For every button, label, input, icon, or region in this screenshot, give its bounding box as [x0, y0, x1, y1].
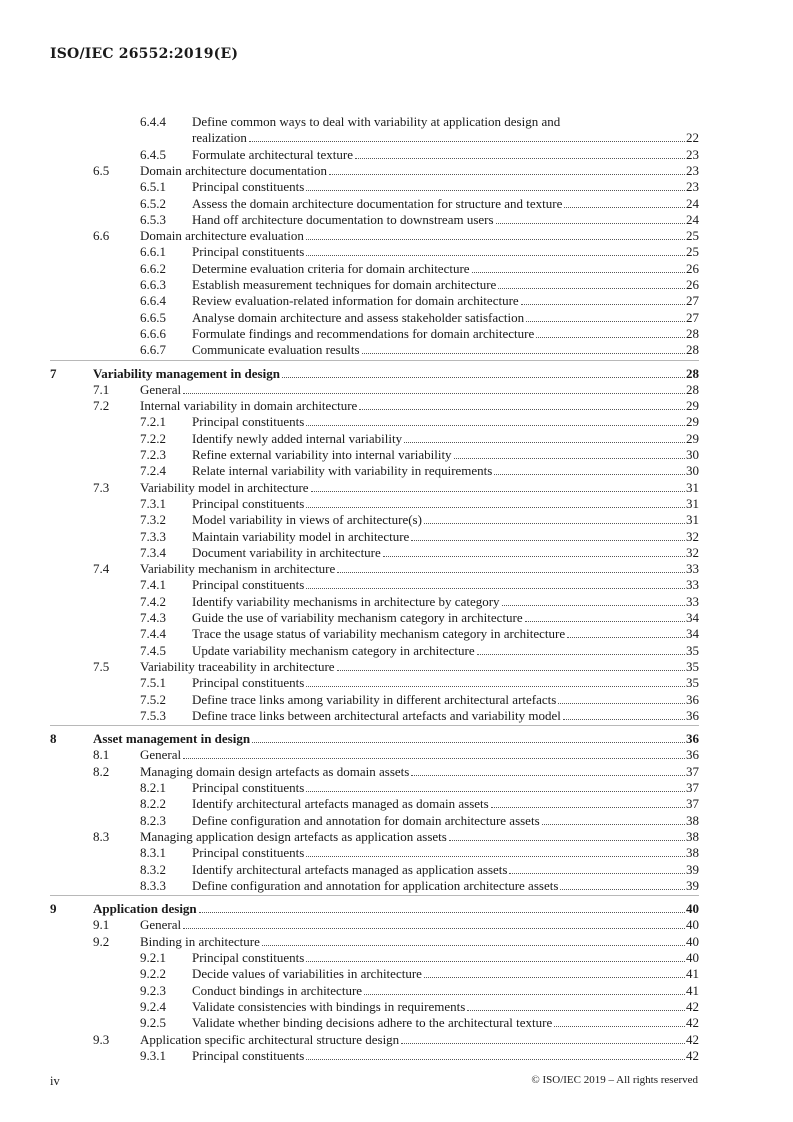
toc-entry-title: Managing domain design artefacts as domain assets [140, 763, 410, 779]
dot-leader [329, 174, 685, 175]
toc-entry-number: 7 [50, 365, 57, 381]
toc-entry-number: 8.3.2 [140, 861, 166, 877]
toc-entry[interactable] [140, 813, 699, 828]
toc-entry[interactable] [140, 675, 699, 690]
toc-entry-title: Analyse domain architecture and assess stakeholder satisfaction [192, 309, 525, 325]
dot-leader [306, 686, 685, 687]
toc-entry-title: Binding in architecture [140, 933, 260, 949]
dot-leader [306, 1059, 685, 1060]
toc-entry-number: 6.6.4 [140, 293, 166, 309]
toc-entry-page: 28 [686, 342, 699, 358]
toc-entry-title: Trace the usage status of variability mechanism category in architecture [192, 626, 566, 642]
toc-entry[interactable] [140, 966, 699, 981]
toc-entry-page: 34 [686, 610, 699, 625]
toc-entry-number: 7.2.4 [140, 463, 166, 479]
toc-entry-title: Review evaluation-related information for domain architecture [192, 293, 519, 309]
toc-entry-number: 9.2.1 [140, 950, 166, 965]
dot-leader [449, 840, 685, 841]
toc-entry[interactable] [140, 692, 699, 707]
dot-leader [306, 425, 685, 426]
toc-entry-page: 38 [686, 812, 699, 828]
toc-entry[interactable] [140, 179, 699, 194]
toc-entry[interactable] [140, 545, 699, 560]
chapter-separator [50, 895, 699, 896]
toc-entry-page: 22 [686, 130, 699, 146]
toc-entry[interactable] [140, 326, 699, 341]
toc-entry[interactable] [50, 731, 699, 746]
toc-entry[interactable] [50, 901, 699, 916]
toc-entry-title: Identify architectural artefacts managed as application assets [192, 861, 508, 877]
toc-entry-title: Internal variability in domain architecture [140, 398, 358, 414]
dot-leader [355, 158, 685, 159]
toc-entry-title: Hand off architecture documentation to downstream users [192, 211, 494, 227]
toc-entry-title: Variability management in design [93, 365, 280, 381]
toc-entry-number: 6.5 [93, 162, 110, 178]
toc-entry[interactable] [140, 780, 699, 795]
toc-entry[interactable] [140, 845, 699, 860]
toc-entry-page: 39 [686, 861, 699, 877]
toc-entry-number: 7.5.3 [140, 707, 166, 723]
toc-entry-title: General [140, 747, 182, 763]
toc-entry-page: 42 [686, 1031, 699, 1047]
toc-entry[interactable] [93, 398, 699, 413]
toc-entry[interactable] [140, 796, 699, 811]
toc-entry-page: 28 [686, 365, 699, 381]
toc-entry-number: 7.3.1 [140, 495, 166, 511]
toc-entry-title: General [140, 917, 182, 933]
dot-leader [383, 556, 685, 557]
toc-entry-page: 33 [686, 593, 699, 609]
toc-entry-title: Define configuration and annotation for application architecture assets [192, 877, 559, 893]
toc-entry[interactable] [140, 1015, 699, 1030]
toc-entry-number: 6.6.1 [140, 244, 166, 260]
toc-entry[interactable] [140, 577, 699, 592]
toc-entry-page: 42 [686, 1047, 699, 1063]
toc-entry-page: 29 [686, 398, 699, 414]
toc-entry-title: Assess the domain architecture documentation for structure and texture [192, 195, 563, 211]
toc-entry-title: realization [192, 130, 247, 146]
dot-leader [401, 1043, 685, 1044]
toc-entry-number: 9.2 [93, 933, 110, 949]
dot-leader [560, 889, 685, 890]
toc-entry-title: Principal constituents [192, 414, 305, 430]
toc-entry-page: 29 [686, 414, 699, 430]
toc-entry-title: Principal constituents [192, 675, 305, 691]
dot-leader [183, 393, 685, 394]
toc-entry-number: 8 [50, 731, 57, 747]
dot-leader [183, 928, 685, 929]
toc-entry-title: Validate consistencies with bindings in requirements [192, 998, 466, 1014]
dot-leader [306, 507, 685, 508]
toc-entry[interactable] [140, 293, 699, 308]
toc-entry[interactable] [140, 512, 699, 527]
toc-entry-title: Define trace links between architectural artefacts and variability model [192, 707, 561, 723]
toc-entry-page: 36 [686, 731, 699, 747]
dot-leader [362, 353, 685, 354]
toc-entry-number: 7.1 [93, 381, 110, 397]
dot-leader [563, 719, 685, 720]
toc-entry[interactable] [140, 212, 699, 227]
toc-entry-title: Conduct bindings in architecture [192, 982, 363, 998]
toc-entry-number: 9.2.5 [140, 1015, 166, 1031]
dot-leader [364, 994, 685, 995]
dot-leader [306, 791, 685, 792]
toc-entry-number: 9.1 [93, 917, 110, 933]
dot-leader [306, 961, 685, 962]
toc-entry-number: 7.5.2 [140, 691, 166, 707]
toc-entry-page: 24 [686, 211, 699, 227]
toc-entry[interactable] [140, 878, 699, 893]
toc-entry[interactable] [140, 999, 699, 1014]
toc-entry-title: Principal constituents [192, 780, 305, 795]
toc-entry-page: 23 [686, 179, 699, 195]
toc-entry-title: Guide the use of variability mechanism category in architecture [192, 610, 523, 625]
toc-entry[interactable] [140, 1048, 699, 1063]
toc-entry[interactable] [140, 708, 699, 723]
toc-entry-title: Principal constituents [192, 845, 305, 861]
toc-entry-title: Relate internal variability with variability in requirements [192, 463, 493, 479]
toc-entry-page: 40 [686, 950, 699, 965]
toc-entry-title: Formulate findings and recommendations for domain architecture [192, 325, 535, 341]
toc-entry-number: 9.2.2 [140, 966, 166, 982]
toc-entry-page: 31 [686, 479, 699, 495]
dot-leader [494, 474, 685, 475]
toc-entry-page: 30 [686, 447, 699, 462]
dot-leader [491, 807, 685, 808]
toc-entry[interactable] [93, 561, 699, 576]
toc-entry-number: 9.2.3 [140, 982, 166, 998]
toc-entry-number: 7.3.3 [140, 528, 166, 544]
toc-entry-number: 7.4.4 [140, 626, 166, 642]
toc-entry-number: 7.4.5 [140, 642, 166, 658]
toc-entry[interactable] [140, 277, 699, 292]
dot-leader [411, 775, 685, 776]
dot-leader [306, 239, 685, 240]
toc-entry-number: 9.3 [93, 1031, 110, 1047]
toc-entry-page: 41 [686, 966, 699, 982]
toc-entry[interactable] [93, 1032, 699, 1047]
toc-entry-number: 8.2.3 [140, 812, 166, 828]
toc-entry-title: Define trace links among variability in different architectural artefacts [192, 691, 557, 707]
toc-entry-title: Principal constituents [192, 495, 305, 511]
toc-entry-title: Determine evaluation criteria for domain architecture [192, 260, 470, 276]
toc-entry-number: 6.6.3 [140, 277, 166, 292]
toc-entry-title: Model variability in views of architecture(s) [192, 512, 422, 528]
toc-entry-page: 31 [686, 495, 699, 511]
toc-entry-title: General [140, 381, 182, 397]
toc-entry-page: 33 [686, 577, 699, 593]
dot-leader [282, 377, 685, 378]
toc-entry-page: 40 [686, 901, 699, 917]
toc-entry-title: Document variability in architecture [192, 544, 381, 560]
toc-entry-title: Variability traceability in architecture [140, 658, 335, 674]
toc-entry-number: 7.5.1 [140, 675, 166, 691]
toc-entry-page: 25 [686, 244, 699, 260]
toc-entry[interactable] [93, 917, 699, 932]
toc-entry-number: 8.2 [93, 763, 110, 779]
document-header: ISO/IEC 26552:2019(E) [50, 46, 239, 62]
toc-entry-page: 42 [686, 1015, 699, 1031]
toc-entry-page: 32 [686, 544, 699, 560]
toc-entry-number: 8.3.3 [140, 877, 166, 893]
toc-entry-page: 35 [686, 642, 699, 658]
toc-entry-page: 34 [686, 626, 699, 642]
toc-entry-number: 6.5.1 [140, 179, 166, 195]
toc-entry-title: Principal constituents [192, 950, 305, 965]
toc-entry-title: Validate whether binding decisions adhere to the architectural texture [192, 1015, 553, 1031]
dot-leader [404, 442, 685, 443]
toc-entry-number: 8.3.1 [140, 845, 166, 861]
dot-leader [521, 304, 685, 305]
toc-entry-title: Domain architecture evaluation [140, 228, 304, 244]
dot-leader [411, 540, 685, 541]
toc-entry-title: Variability mechanism in architecture [140, 561, 336, 577]
dot-leader [564, 207, 685, 208]
toc-entry[interactable] [140, 147, 699, 162]
toc-entry-page: 32 [686, 528, 699, 544]
chapter-separator [50, 360, 699, 361]
toc-entry[interactable] [140, 463, 699, 478]
toc-entry-number: 6.5.3 [140, 211, 166, 227]
toc-entry-page: 36 [686, 747, 699, 763]
toc-entry-title: Define configuration and annotation for domain architecture assets [192, 812, 540, 828]
dot-leader [502, 605, 685, 606]
toc-entry[interactable] [93, 659, 699, 674]
toc-entry[interactable] [140, 983, 699, 998]
dot-leader [498, 288, 685, 289]
toc-entry-page: 24 [686, 195, 699, 211]
toc-entry-title: Establish measurement techniques for domain architecture [192, 277, 497, 292]
toc-entry-page: 27 [686, 293, 699, 309]
dot-leader [542, 824, 685, 825]
toc-entry-number: 9.3.1 [140, 1047, 166, 1063]
toc-entry[interactable] [93, 480, 699, 495]
dot-leader [424, 523, 685, 524]
dot-leader [337, 670, 685, 671]
toc-entry-page: 33 [686, 561, 699, 577]
dot-leader [359, 409, 685, 410]
toc-entry-number: 7.2.1 [140, 414, 166, 430]
copyright-notice: © ISO/IEC 2019 – All rights reserved [531, 1074, 698, 1086]
toc-entry-number: 7.2 [93, 398, 110, 414]
dot-leader [306, 588, 685, 589]
toc-entry-page: 29 [686, 430, 699, 446]
toc-entry[interactable] [93, 382, 699, 397]
toc-entry-number: 7.3.4 [140, 544, 166, 560]
toc-entry[interactable] [93, 829, 699, 844]
toc-entry-number: 7.4.2 [140, 593, 166, 609]
toc-entry-number: 6.6.7 [140, 342, 166, 358]
toc-entry-title: Identify architectural artefacts managed as domain assets [192, 796, 489, 812]
dot-leader [477, 654, 685, 655]
toc-entry-page: 26 [686, 260, 699, 276]
toc-entry[interactable] [140, 310, 699, 325]
dot-leader [252, 742, 685, 743]
toc-entry[interactable] [93, 934, 699, 949]
toc-entry-page: 30 [686, 463, 699, 479]
toc-entry-number: 6.6 [93, 228, 110, 244]
toc-entry-page: 37 [686, 763, 699, 779]
toc-entry-title: Application specific architectural structure design [140, 1031, 400, 1047]
toc-entry-title: Managing application design artefacts as application assets [140, 828, 447, 844]
toc-entry-title: Domain architecture documentation [140, 162, 327, 178]
toc-entry-title: Decide values of variabilities in architecture [192, 966, 422, 982]
dot-leader [454, 458, 685, 459]
page-number: iv [50, 1074, 60, 1088]
toc-entry-title: Formulate architectural texture [192, 146, 353, 162]
toc-entry-page: 36 [686, 691, 699, 707]
dot-leader [509, 873, 685, 874]
dot-leader [496, 223, 685, 224]
toc-entry[interactable] [93, 163, 699, 178]
dot-leader [424, 977, 685, 978]
toc-entry-page: 36 [686, 707, 699, 723]
toc-entry[interactable] [140, 130, 699, 145]
toc-entry-number: 8.1 [93, 747, 110, 763]
toc-entry-number: 6.5.2 [140, 195, 166, 211]
toc-entry-title: Principal constituents [192, 1047, 305, 1063]
toc-entry[interactable] [140, 196, 699, 211]
toc-entry[interactable] [140, 610, 699, 625]
toc-entry[interactable] [93, 747, 699, 762]
toc-entry-title: Communicate evaluation results [192, 342, 360, 358]
toc-entry-number: 6.4.5 [140, 146, 166, 162]
toc-entry-page: 28 [686, 325, 699, 341]
toc-entry-number: 7.4.3 [140, 610, 166, 625]
toc-entry[interactable] [140, 261, 699, 276]
toc-entry-page: 37 [686, 796, 699, 812]
dot-leader [558, 703, 685, 704]
toc-entry-page: 28 [686, 381, 699, 397]
dot-leader [183, 758, 685, 759]
toc-entry[interactable] [140, 447, 699, 462]
dot-leader [306, 255, 685, 256]
toc-entry[interactable] [93, 228, 699, 243]
toc-entry-title: Define common ways to deal with variability at application design and [192, 114, 561, 129]
toc-entry-number: 7.2.2 [140, 430, 166, 446]
toc-entry-number: 6.4.4 [140, 114, 166, 129]
toc-entry[interactable] [140, 950, 699, 965]
toc-entry[interactable] [140, 342, 699, 357]
toc-entry-number: 6.6.5 [140, 309, 166, 325]
toc-entry-title: Principal constituents [192, 577, 305, 593]
toc-entry-page: 23 [686, 146, 699, 162]
toc-entry[interactable] [140, 414, 699, 429]
dot-leader [337, 572, 685, 573]
toc-entry-number: 7.4.1 [140, 577, 166, 593]
toc-entry-page: 35 [686, 675, 699, 691]
toc-entry[interactable] [140, 431, 699, 446]
toc-entry-page: 23 [686, 162, 699, 178]
dot-leader [536, 337, 685, 338]
toc-entry-number: 7.3 [93, 479, 110, 495]
toc-entry[interactable] [140, 114, 699, 129]
toc-entry-page: 38 [686, 828, 699, 844]
dot-leader [249, 141, 685, 142]
toc-entry-page: 27 [686, 309, 699, 325]
toc-entry-page: 40 [686, 933, 699, 949]
toc-entry[interactable] [50, 366, 699, 381]
toc-entry-title: Variability model in architecture [140, 479, 309, 495]
chapter-separator [50, 725, 699, 726]
toc-entry-title: Principal constituents [192, 244, 305, 260]
toc-entry-title: Identify variability mechanisms in architecture by category [192, 593, 500, 609]
toc-entry-title: Update variability mechanism category in architecture [192, 642, 475, 658]
toc-entry-page: 39 [686, 877, 699, 893]
toc-entry-number: 8.2.1 [140, 780, 166, 795]
toc-entry[interactable] [140, 626, 699, 641]
dot-leader [467, 1010, 685, 1011]
toc-entry-number: 6.6.6 [140, 325, 166, 341]
toc-entry-page: 38 [686, 845, 699, 861]
dot-leader [306, 856, 685, 857]
toc-entry-number: 8.2.2 [140, 796, 166, 812]
toc-entry-number: 7.4 [93, 561, 110, 577]
toc-entry-page: 37 [686, 780, 699, 795]
toc-entry[interactable] [140, 244, 699, 259]
dot-leader [525, 621, 685, 622]
toc-entry[interactable] [140, 496, 699, 511]
toc-entry-number: 6.6.2 [140, 260, 166, 276]
dot-leader [554, 1026, 685, 1027]
toc-entry-page: 41 [686, 982, 699, 998]
toc-entry-title: Maintain variability model in architecture [192, 528, 410, 544]
toc-entry-page: 26 [686, 277, 699, 292]
toc-entry-number: 7.3.2 [140, 512, 166, 528]
toc-entry-page: 31 [686, 512, 699, 528]
toc-entry-number: 7.5 [93, 658, 110, 674]
dot-leader [472, 272, 685, 273]
dot-leader [526, 321, 685, 322]
toc-entry-number: 9.2.4 [140, 998, 166, 1014]
toc-entry-title: Principal constituents [192, 179, 305, 195]
toc-entry-page: 25 [686, 228, 699, 244]
toc-entry-title: Asset management in design [93, 731, 251, 747]
toc-entry-page: 42 [686, 998, 699, 1014]
dot-leader [306, 190, 685, 191]
toc-entry-title: Refine external variability into internal variability [192, 447, 452, 462]
toc-entry[interactable] [140, 643, 699, 658]
dot-leader [567, 637, 685, 638]
toc-entry-number: 9 [50, 901, 57, 917]
toc-entry[interactable] [93, 764, 699, 779]
toc-entry-title: Identify newly added internal variability [192, 430, 403, 446]
toc-entry-title: Application design [93, 901, 197, 917]
dot-leader [311, 491, 685, 492]
toc-entry-number: 8.3 [93, 828, 110, 844]
toc-entry-page: 35 [686, 658, 699, 674]
dot-leader [262, 945, 685, 946]
toc-entry[interactable] [140, 529, 699, 544]
toc-entry[interactable] [140, 862, 699, 877]
toc-entry[interactable] [140, 594, 699, 609]
dot-leader [199, 912, 685, 913]
toc-entry-page: 40 [686, 917, 699, 933]
toc-entry-number: 7.2.3 [140, 447, 166, 462]
